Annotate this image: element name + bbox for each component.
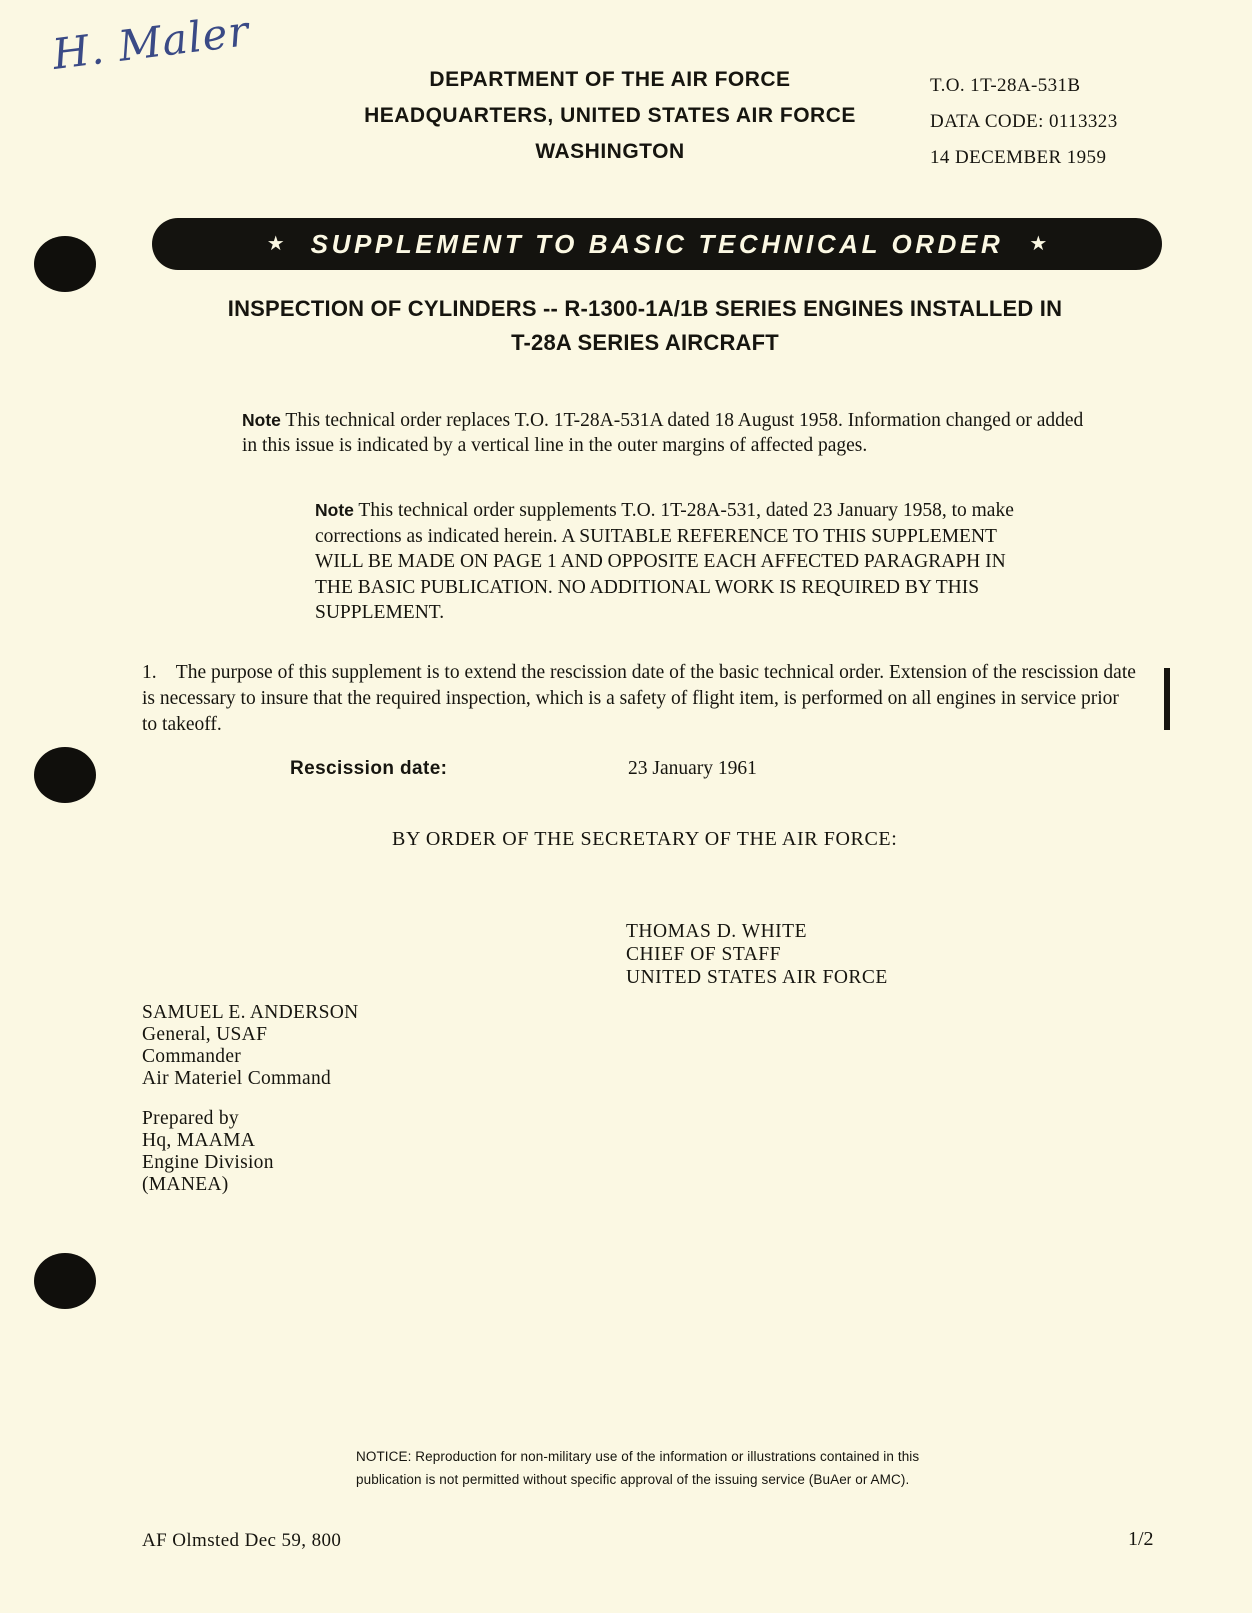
page-number: 1/2 <box>1128 1528 1154 1550</box>
org-line-3: WASHINGTON <box>535 140 685 163</box>
page-title-line-2: T-28A SERIES AIRCRAFT <box>511 330 779 355</box>
paragraph-1 <box>142 660 1137 738</box>
note-2-text: This technical order supplements T.O. 1T-28A-531, dated 23 January 1958, to make corrections as indicated herein. A SUITABLE REFERENCE TO THIS SUPPLEMENT WILL BE MADE ON PAGE 1 AND OPPOSITE EACH AFFECTED PARAGRAPH IN THE BASIC PUBLICATION. NO ADDITIONAL WORK IS REQUIRED BY THIS SUPPLEMENT. <box>315 500 1014 623</box>
commander-name: SAMUEL E. ANDERSON <box>142 1002 359 1023</box>
star-icon: ★ <box>266 233 285 255</box>
prepared-by-block <box>142 1108 274 1196</box>
punch-hole-icon <box>34 747 96 803</box>
chief-title: CHIEF OF STAFF <box>626 944 781 965</box>
rescission-date-label: Rescission date: <box>290 758 448 779</box>
publication-date: 14 DECEMBER 1959 <box>930 147 1107 168</box>
note-2 <box>315 498 1025 626</box>
commander-rank: General, USAF <box>142 1024 268 1045</box>
punch-hole-icon <box>34 236 96 292</box>
org-line-2: HEADQUARTERS, UNITED STATES AIR FORCE <box>364 104 856 127</box>
issuing-organization <box>340 62 880 170</box>
signature-block-chief-of-staff <box>626 920 888 989</box>
prepared-by-division: Engine Division <box>142 1152 274 1173</box>
chief-org: UNITED STATES AIR FORCE <box>626 967 888 988</box>
org-line-1: DEPARTMENT OF THE AIR FORCE <box>429 68 791 91</box>
rescission-date-value: 23 January 1961 <box>628 758 757 779</box>
paragraph-1-text: The purpose of this supplement is to extend the rescission date of the basic technical order. Extension of the rescission date is necessary to insure that the required inspection, which is a safety of flight item, is performed on all engines in service prior to takeoff. <box>142 662 1136 735</box>
by-order-line: BY ORDER OF THE SECRETARY OF THE AIR FORCE: <box>392 828 898 850</box>
paragraph-1-number: 1. <box>142 662 157 683</box>
technical-order-number: T.O. 1T-28A-531B <box>930 75 1081 96</box>
banner-title: SUPPLEMENT TO BASIC TECHNICAL ORDER <box>310 228 1004 259</box>
change-bar-marker <box>1164 668 1170 730</box>
chief-name: THOMAS D. WHITE <box>626 921 808 942</box>
handwritten-signature: H. Maler <box>49 6 252 79</box>
document-identification <box>930 68 1118 176</box>
page-title <box>180 292 1110 360</box>
data-code: DATA CODE: 0113323 <box>930 111 1118 132</box>
star-icon: ★ <box>1029 233 1048 255</box>
reproduction-notice <box>356 1445 976 1491</box>
prepared-by-code: (MANEA) <box>142 1174 229 1195</box>
note-1-text: This technical order replaces T.O. 1T-28A-531A dated 18 August 1958. Information changed or added in this issue is indicated by a vertical line in the outer margins of affected pages. <box>242 410 1084 456</box>
prepared-by-hq: Hq, MAAMA <box>142 1130 256 1151</box>
notice-line-1: NOTICE: Reproduction for non-military use of the information or illustrations contained in this <box>356 1449 920 1464</box>
note-1 <box>242 408 1087 458</box>
page-title-line-1: INSPECTION OF CYLINDERS -- R-1300-1A/1B SERIES ENGINES INSTALLED IN <box>227 296 1063 321</box>
prepared-by-label: Prepared by <box>142 1108 239 1129</box>
footer-printing-info: AF Olmsted Dec 59, 800 <box>142 1530 342 1551</box>
signature-block-commander <box>142 1002 358 1090</box>
commander-command: Air Materiel Command <box>142 1068 332 1089</box>
supplement-banner <box>152 218 1162 270</box>
punch-hole-icon <box>34 1253 96 1309</box>
note-1-label: Note <box>242 410 281 430</box>
note-2-label: Note <box>315 500 354 520</box>
commander-role: Commander <box>142 1046 242 1067</box>
notice-line-2: publication is not permitted without specific approval of the issuing service (BuAer or AMC). <box>356 1472 910 1487</box>
